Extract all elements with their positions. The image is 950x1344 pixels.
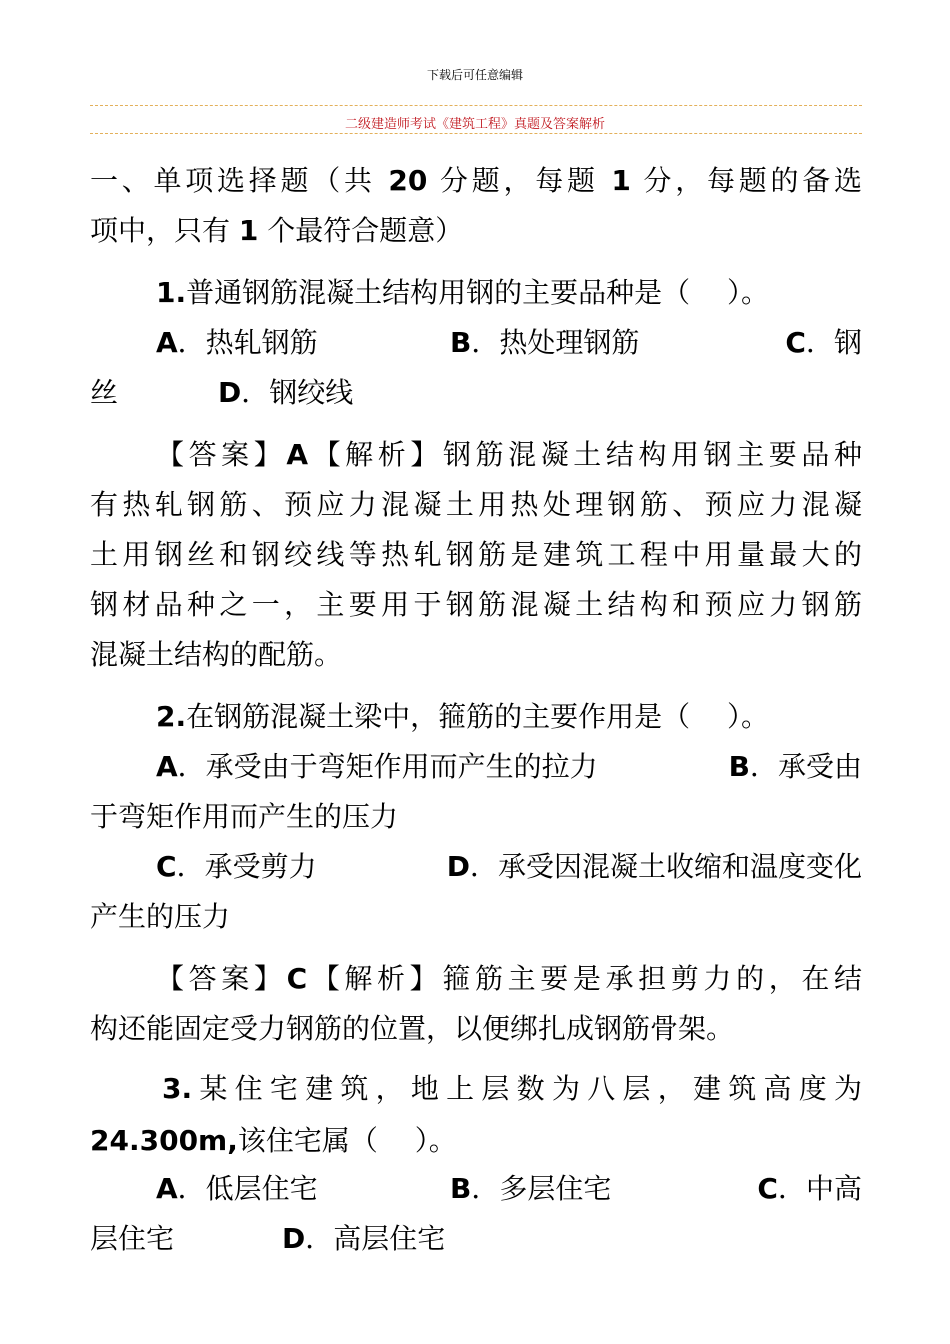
question-2-answer-line1: 【答案】C【解析】箍筋主要是承担剪力的，在结 (156, 962, 862, 995)
question-1-analysis-line4: 钢材品种之一，主要用于钢筋混凝土结构和预应力钢筋 (90, 588, 862, 621)
question-1-analysis-line5: 混凝土结构的配筋。 (90, 638, 343, 671)
question-3-options-line2: 层住宅 D．高层住宅 (90, 1222, 446, 1255)
question-2-stem: 2.在钢筋混凝土梁中，箍筋的主要作用是（ ）。 (156, 700, 770, 733)
question-3-stem-line1: 3.某住宅建筑，地上层数为八层，建筑高度为 (162, 1072, 862, 1105)
question-2-options-line4: 产生的压力 (90, 900, 231, 933)
question-1-options-line2: 丝 D．钢绞线 (90, 376, 354, 409)
question-1-answer-line1: 【答案】A【解析】钢筋混凝土结构用钢主要品种 (156, 438, 862, 471)
download-note: 下载后可任意编辑 (426, 68, 523, 82)
question-3-stem-line2: 24.300m,该住宅属（ ）。 (90, 1124, 457, 1157)
header-rule-top (90, 105, 862, 106)
question-2-options-line2: 于弯矩作用而产生的压力 (90, 800, 399, 833)
question-1-analysis-line2: 有热轧钢筋、预应力混凝土用热处理钢筋、预应力混凝 (90, 488, 862, 521)
question-1-stem: 1.普通钢筋混凝土结构用钢的主要品种是（ ）。 (156, 276, 770, 309)
document-title: 二级建造师考试《建筑工程》真题及答案解析 (344, 117, 605, 132)
header-rule-bottom (90, 133, 862, 134)
section-heading-line1: 一、单项选择题（共 20 分题，每题 1 分，每题的备选 (90, 164, 862, 197)
section-heading-line2: 项中，只有 1 个最符合题意） (90, 214, 464, 247)
question-1-analysis-line3: 土用钢丝和钢绞线等热轧钢筋是建筑工程中用量最大的 (90, 538, 862, 571)
question-2-analysis-line2: 构还能固定受力钢筋的位置，以便绑扎成钢筋骨架。 (90, 1012, 735, 1045)
